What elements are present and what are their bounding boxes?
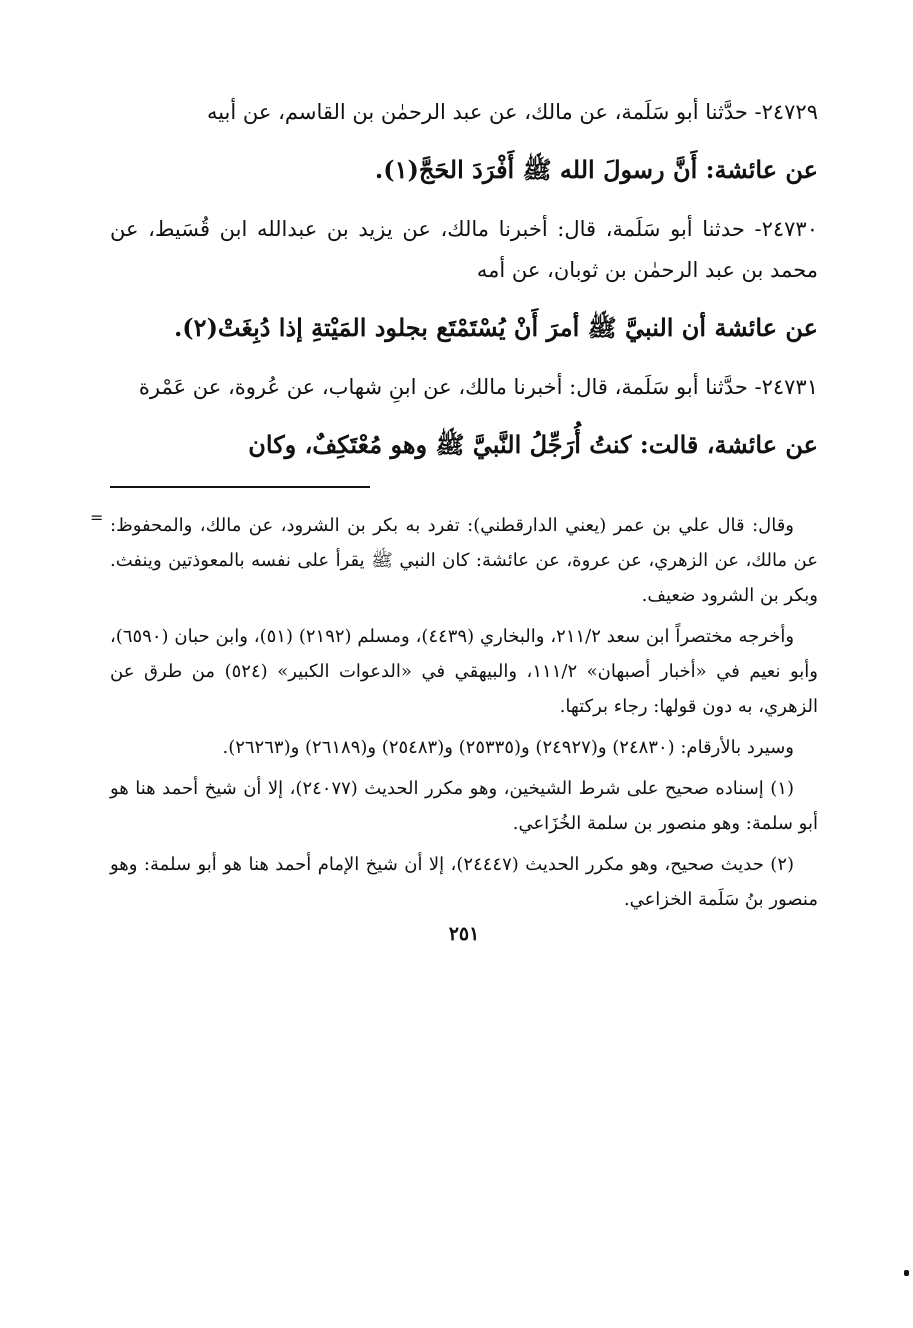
book-page [90,92,818,1272]
page-number: ٢٥١ [448,923,480,945]
scan-speck [904,1270,909,1276]
footnote-cross-references: وسيرد بالأرقام: (٢٤٨٣٠) و(٢٤٩٢٧) و(٢٥٣٣٥) و(٢٥٤٨٣) و(٢٦١٨٩) و(٢٦٢٦٣). [222,737,794,758]
footnotes [90,508,818,917]
footnote-1: (١) إسناده صحيح على شرط الشيخين، وهو مكرر الحديث (٢٤٠٧٧)، إلا أن شيخ أحمد هنا هو أبو سلمة: وهو منصور بن سلمة الخُزَاعي. [110,778,818,834]
hadith-isnad-24731: ٢٤٧٣١- حدَّثنا أبو سَلَمة، قال: أخبرنا مالك، عن ابنِ شهاب، عن عُروة، عن عَمْرة [138,375,818,399]
hadith-matn-24729: عن عائشة: أَنَّ رسولَ الله ﷺ أَفْرَدَ الحَجَّ(١). [374,155,818,184]
footnote-2: (٢) حديث صحيح، وهو مكرر الحديث (٢٤٤٤٧)، إلا أن شيخ الإمام أحمد هنا هو أبو سلمة: وهو منصور بنُ سَلَمة الخزاعي. [110,854,818,910]
footnote-divider [110,486,370,488]
footnote-takhrij: وأخرجه مختصراً ابن سعد ٢١١/٢، والبخاري (٤٤٣٩)، ومسلم (٢١٩٢) (٥١)، وابن حبان (٦٥٩٠)، وأبو نعيم في «أخبار أصبهان» ١١١/٢، والبيهقي في «الدعوات الكبير» (٥٢٤) من طرق عن الزهري، به دون قولها: رجاء بركتها. [110,626,818,717]
footnote-continuation-marker: = [90,508,104,527]
hadith-matn-24731: عن عائشة، قالت: كنتُ أُرَجِّلُ النَّبيَّ ﷺ وهو مُعْتَكِفٌ، وكان [248,430,818,459]
footnote-continued-text: وقال: قال علي بن عمر (يعني الدارقطني): تفرد به بكر بن الشرود، عن مالك، والمحفوظ: عن مالك، عن الزهري، عن عروة، عن عائشة: كان النبي ﷺ يقرأ على نفسه بالمعوذتين وينفث. وبكر بن الشرود ضعيف. [110,515,818,606]
hadith-matn-24730: عن عائشة أن النبيَّ ﷺ أمرَ أَنْ يُسْتَمْتَع بجلود المَيْتةِ إذا دُبِغَتْ(٢). [173,313,818,342]
hadith-isnad-24729: ٢٤٧٢٩- حدَّثنا أبو سَلَمة، عن مالك، عن عبد الرحمٰن بن القاسم، عن أبيه [206,100,818,124]
hadith-isnad-24730: ٢٤٧٣٠- حدثنا أبو سَلَمة، قال: أخبرنا مالك، عن يزيد بن عبدالله ابن قُسَيط، عن محمد بن عبد الرحمٰن بن ثوبان، عن أمه [110,217,818,282]
